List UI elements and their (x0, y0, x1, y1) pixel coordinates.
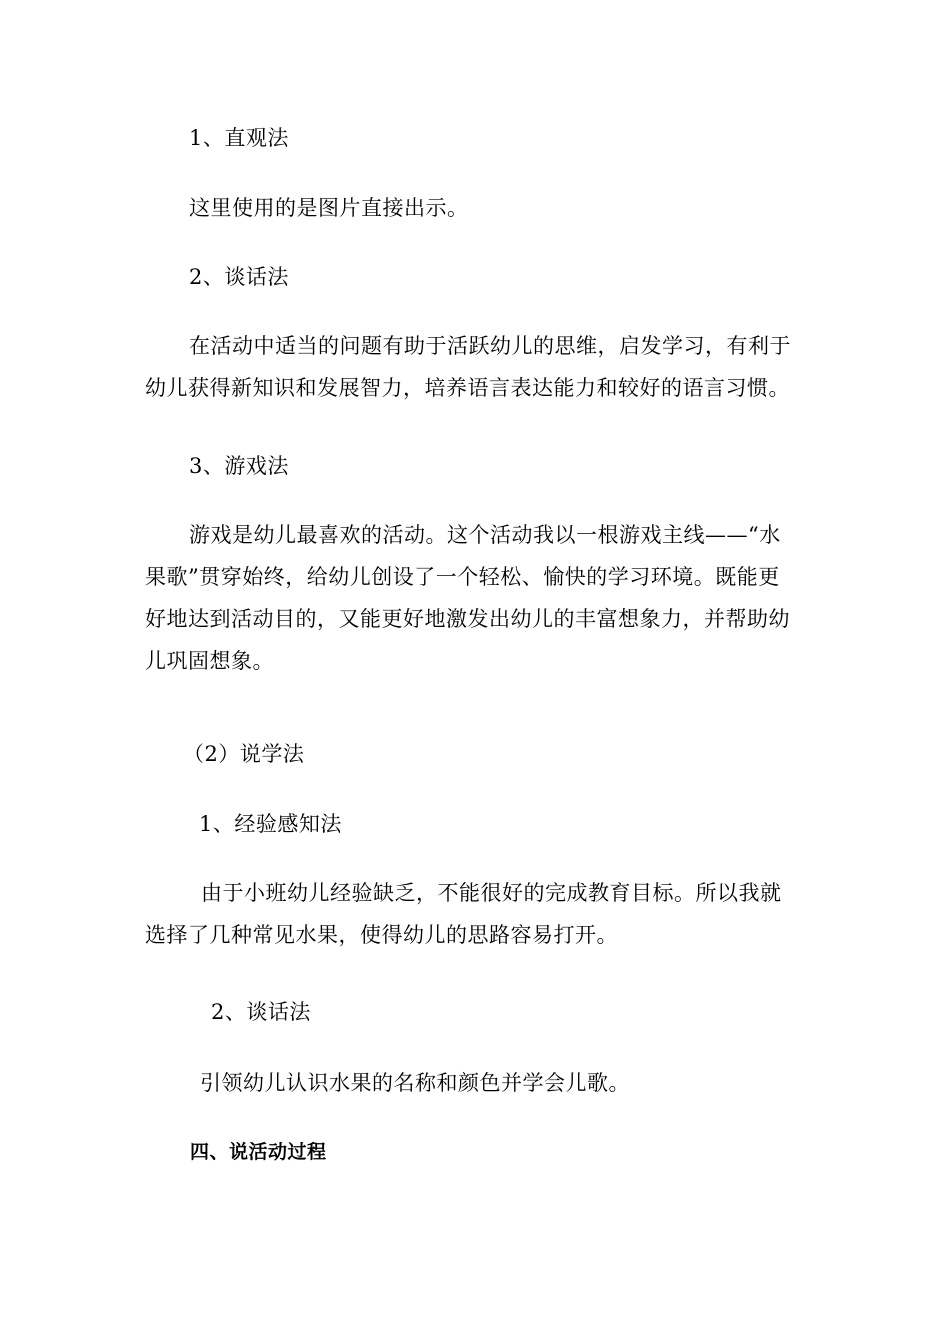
paragraph-line: 游戏是幼儿最喜欢的活动。这个活动我以一根游戏主线——“水 (189, 523, 781, 547)
heading-talk-method: 2、谈话法 (189, 265, 289, 289)
paragraph-line: 选择了几种常见水果，使得幼儿的思路容易打开。 (145, 923, 618, 947)
heading-intuitive-method: 1、直观法 (189, 126, 289, 150)
paragraph-experience-method (145, 872, 810, 956)
paragraph-line: 由于小班幼儿经验缺乏，不能很好的完成教育目标。所以我就 (201, 881, 782, 905)
heading-activity-process: 四、说活动过程 (190, 1141, 327, 1163)
paragraph-talk-method-2: 引领幼儿认识水果的名称和颜色并学会儿歌。 (200, 1071, 630, 1095)
heading-learning-method: （2）说学法 (183, 742, 305, 766)
heading-game-method: 3、游戏法 (189, 454, 289, 478)
heading-talk-method-2: 2、谈话法 (211, 1000, 311, 1024)
paragraph-intuitive-method: 这里使用的是图片直接出示。 (189, 196, 469, 220)
paragraph-line: 在活动中适当的问题有助于活跃幼儿的思维，启发学习，有利于 (189, 334, 791, 358)
paragraph-game-method (145, 514, 810, 682)
paragraph-line: 儿巩固想象。 (145, 649, 274, 673)
paragraph-line: 好地达到活动目的，又能更好地激发出幼儿的丰富想象力，并帮助幼 (145, 607, 790, 631)
paragraph-line: 幼儿获得新知识和发展智力，培养语言表达能力和较好的语言习惯。 (145, 376, 790, 400)
heading-experience-method: 1、经验感知法 (199, 812, 342, 836)
paragraph-talk-method (145, 325, 810, 409)
paragraph-line: 果歌”贯穿始终，给幼儿创设了一个轻松、愉快的学习环境。既能更 (145, 565, 780, 589)
